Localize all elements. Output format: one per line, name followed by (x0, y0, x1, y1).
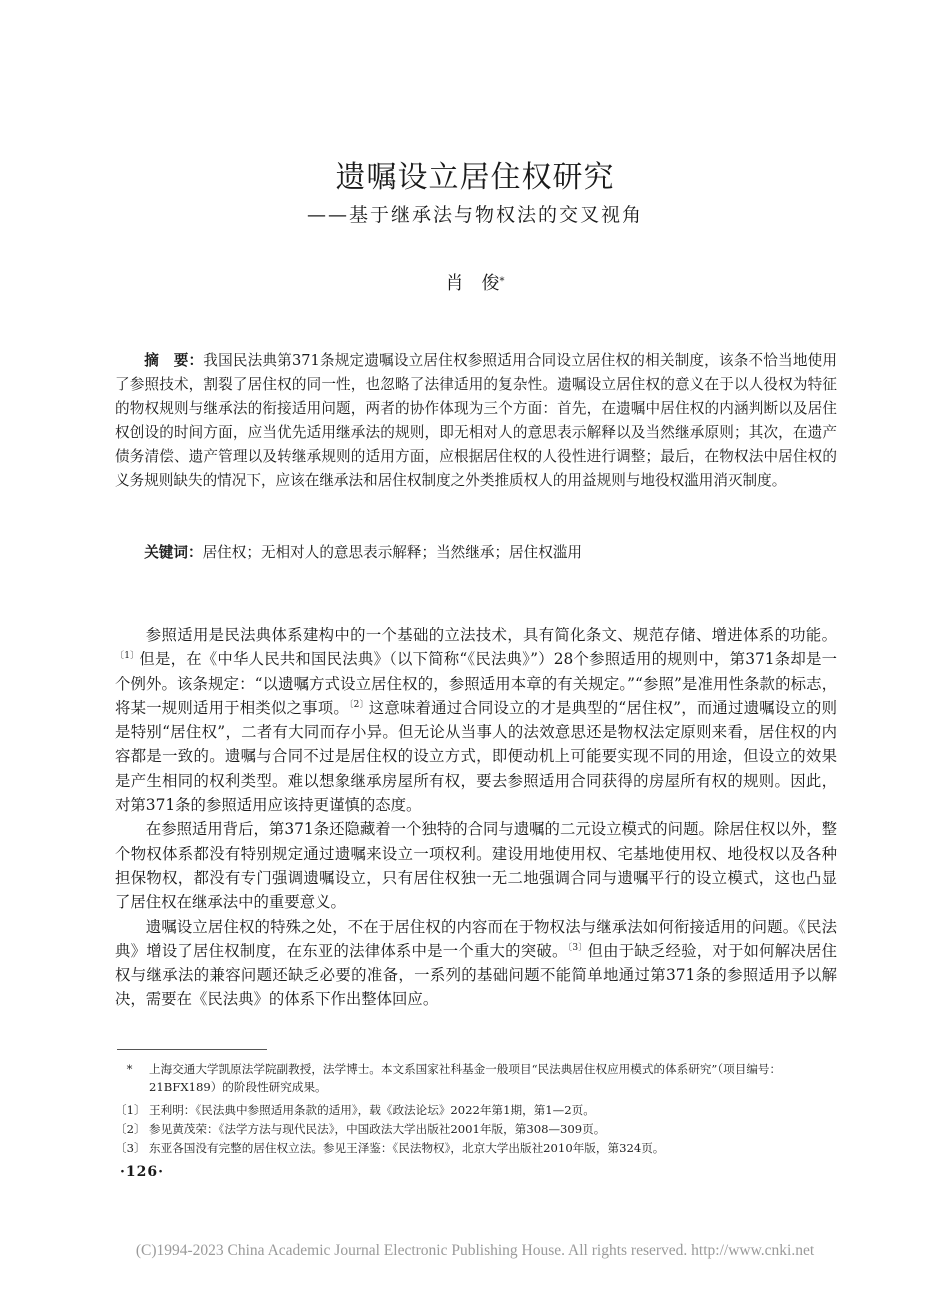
keywords-text: 居住权；无相对人的意思表示解释；当然继承；居住权滥用 (202, 544, 583, 561)
article-subtitle: ——基于继承法与物权法的交叉视角 (306, 204, 643, 226)
footnote-3 (115, 1139, 837, 1157)
footnote-mark: 〔3〕 (115, 1141, 146, 1155)
author-name: 肖 俊 (445, 273, 500, 294)
paragraph-text: 参照适用是民法典体系建构中的一个基础的立法技术，具有简化条文、规范存储、增进体系的功能。 (145, 626, 837, 644)
footnote-text: 东亚各国没有完整的居住权立法。参见王泽鉴：《民法物权》，北京大学出版社2010年版，第324页。 (149, 1141, 665, 1155)
article-title: 遗嘱设立居住权研究 (335, 160, 615, 195)
footnote-mark: * (115, 1062, 133, 1076)
author-line (0, 270, 950, 298)
footnote-divider (117, 1049, 267, 1050)
paragraph-text: 这意味着通过合同设立的才是典型的“居住权”，而通过遗嘱设立的则是特别“居住权”，二者有大同而存小异。但无论从当事人的法效意思还是物权法定原则来看，居住权的内容都是一致的。遗嘱与合同不过是居住权的设立方式，即便动机上可能要实现不同的用途，但设立的效果是产生相同的权利类型。难以想象继承房屋所有权，要去参照适用合同获得的房屋所有权的规则。因此，对第371条的参照适用应该持更谨慎的态度。 (115, 698, 837, 815)
footnote-mark: 〔2〕 (115, 1122, 146, 1136)
footnote-ref-2: 〔2〕 (348, 699, 369, 710)
footnote-text: 上海交通大学凯原法学院副教授，法学博士。本文系国家社科基金一般项目“民法典居住权应用模式的体系研究”（项目编号：21BFX189）的阶段性研究成果。 (149, 1062, 782, 1094)
paragraph-text: 但是，在《中华人民共和国民法典》（以下简称“《民法典》”）28个参照适用的规则中，第371条却是一个例外。该条规定：“以遗嘱方式设立居住权的，参照适用本章的有关规定。”“参照”是准用性条款的标志，将某一规则适用于相类似之事项。 (115, 650, 837, 717)
footnote-ref-1: 〔1〕 (115, 651, 140, 662)
footnote-1 (115, 1101, 837, 1119)
abstract-label: 摘 要： (144, 352, 204, 369)
abstract-text: 我国民法典第371条规定遗嘱设立居住权参照适用合同设立居住权的相关制度，该条不恰当地使用了参照技术，割裂了居住权的同一性，也忽略了法律适用的复杂性。遗嘱设立居住权的意义在于以人役权为特征的物权规则与继承法的衔接适用问题，两者的协作体现为三个方面：首先，在遗嘱中居住权的内涵判断以及居住权创设的时间方面，应当优先适用继承法的规则，即无相对人的意思表示解释以及当然继承原则；其次，在遗产债务清偿、遗产管理以及转继承规则的适用方面，应根据居住权的人役性进行调整；最后，在物权法中居住权的义务规则缺失的情况下，应该在继承法和居住权制度之外类推质权人的用益规则与地役权滥用消灭制度。 (115, 352, 837, 490)
footnote-text: 王利明：《民法典中参照适用条款的适用》，载《政法论坛》2022年第1期，第1—2页。 (149, 1103, 595, 1117)
body-paragraph-1 (115, 623, 837, 817)
paragraph-text: 遗嘱设立居住权的特殊之处，不在于居住权的内容而在于物权法与继承法如何衔接适用的问题。《民法典》增设了居住权制度，在东亚的法律体系中是一个重大的突破。 (115, 917, 837, 960)
body-text (115, 623, 837, 1012)
body-paragraph-3 (115, 915, 837, 1012)
footnote-text: 参见黄茂荣：《法学方法与现代民法》，中国政法大学出版社2001年版，第308—309页。 (149, 1122, 606, 1136)
page-number: ·126· (120, 1164, 164, 1180)
footnote-author (115, 1060, 837, 1096)
copyright-watermark: (C)1994-2023 China Academic Journal Electronic Publishing House. All rights reserved. http://www.cnki.net (135, 1242, 815, 1259)
footnote-mark: 〔1〕 (115, 1103, 146, 1117)
keywords (115, 541, 837, 565)
keywords-label: 关键词： (144, 544, 203, 561)
footnote-2 (115, 1120, 837, 1138)
author-footnote-mark: * (499, 276, 505, 287)
footnote-ref-3: 〔3〕 (567, 942, 588, 953)
paragraph-text: 但由于缺乏经验，对于如何解决居住权与继承法的兼容问题还缺乏必要的准备，一系列的基础问题不能简单地通过第371条的参照适用予以解决，需要在《民法典》的体系下作出整体回应。 (115, 941, 837, 1009)
abstract (115, 349, 837, 494)
body-paragraph-2: 在参照适用背后，第371条还隐藏着一个独特的合同与遗嘱的二元设立模式的问题。除居住权以外，整个物权体系都没有特别规定通过遗嘱来设立一项权利。建设用地使用权、宅基地使用权、地役权以及各种担保物权，都没有专门强调遗嘱设立，只有居住权独一无二地强调合同与遗嘱平行的设立模式，这也凸显了居住权在继承法中的重要意义。 (115, 820, 837, 912)
